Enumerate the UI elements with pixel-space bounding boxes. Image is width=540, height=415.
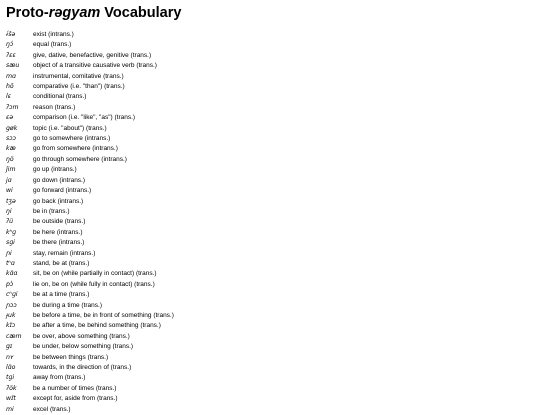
vocabulary-meaning: instrumental, comitative (trans.) xyxy=(33,72,124,80)
vocabulary-word: nʏ xyxy=(6,353,14,361)
vocabulary-meaning: towards, in the direction of (trans.) xyxy=(33,364,132,371)
vocabulary-row xyxy=(6,40,174,50)
vocabulary-meaning: be during a time (trans.) xyxy=(33,301,103,309)
vocabulary-meaning: be under, below something (trans.) xyxy=(33,343,134,351)
vocabulary-meaning: go to somewhere (intrans.) xyxy=(33,135,111,143)
vocabulary-meaning: be over, above something (trans.) xyxy=(33,332,130,340)
vocabulary-word: ŋɔ́ xyxy=(6,41,14,49)
title-suffix: Vocabulary xyxy=(100,5,182,21)
vocabulary-meaning: stand, be at (trans.) xyxy=(33,259,90,267)
vocabulary-row xyxy=(6,238,174,248)
vocabulary-word: wɪ̈t xyxy=(6,395,16,403)
vocabulary-row xyxy=(6,363,174,373)
vocabulary-word: mi xyxy=(6,405,14,413)
vocabulary-meaning: go forward (intrans.) xyxy=(33,187,92,195)
vocabulary-word: wi xyxy=(6,187,13,195)
vocabulary-meaning: except for, aside from (trans.) xyxy=(33,395,118,403)
vocabulary-word: ɛə xyxy=(6,114,14,122)
vocabulary-meaning: be before a time, be in front of something (trans.) xyxy=(33,311,174,319)
vocabulary-row xyxy=(6,144,174,154)
vocabulary-row xyxy=(6,269,174,279)
vocabulary-row xyxy=(6,332,174,342)
vocabulary-word: sɔɔ xyxy=(6,135,17,143)
vocabulary-table-body xyxy=(6,30,174,415)
vocabulary-word: kʰɡ xyxy=(6,228,16,236)
vocabulary-row xyxy=(6,92,174,102)
vocabulary-meaning: conditional (trans.) xyxy=(33,93,87,101)
vocabulary-row xyxy=(6,321,174,331)
vocabulary-word: kɪ̈ɔ xyxy=(6,322,16,330)
vocabulary-word: ɟuk xyxy=(6,311,16,319)
vocabulary-word: ɨ́ŝə xyxy=(6,31,16,38)
vocabulary-meaning: equal (trans.) xyxy=(33,41,72,49)
vocabulary-meaning: go back (intrans.) xyxy=(33,197,84,205)
vocabulary-word: gɪ xyxy=(6,343,13,351)
vocabulary-meaning: excel (trans.) xyxy=(33,405,71,413)
vocabulary-row xyxy=(6,384,174,394)
vocabulary-meaning: be outside (trans.) xyxy=(33,218,86,226)
vocabulary-row xyxy=(6,82,174,92)
vocabulary-row xyxy=(6,61,174,71)
vocabulary-meaning: topic (i.e. "about") (trans.) xyxy=(33,124,107,132)
vocabulary-row xyxy=(6,342,174,352)
vocabulary-word: ŋö xyxy=(6,155,14,163)
vocabulary-word: tʒə xyxy=(6,197,16,205)
vocabulary-meaning: go down (intrans.) xyxy=(33,176,86,184)
vocabulary-row xyxy=(6,373,174,383)
vocabulary-row xyxy=(6,197,174,207)
vocabulary-meaning: comparative (i.e. "than") (trans.) xyxy=(33,83,125,91)
vocabulary-row xyxy=(6,280,174,290)
vocabulary-meaning: be after a time, be behind something (trans.) xyxy=(33,322,161,330)
vocabulary-meaning: be here (intrans.) xyxy=(33,228,83,236)
vocabulary-meaning: be a number of times (trans.) xyxy=(33,384,117,392)
vocabulary-row xyxy=(6,124,174,134)
vocabulary-word: sæu xyxy=(6,62,20,70)
vocabulary-table xyxy=(6,30,174,415)
vocabulary-word: ŋi xyxy=(6,207,12,215)
vocabulary-row xyxy=(6,207,174,217)
vocabulary-meaning: stay, remain (intrans.) xyxy=(33,249,96,257)
vocabulary-word: ɲɔɔ xyxy=(6,301,17,309)
vocabulary-word: ʔɛɛ xyxy=(6,51,16,59)
vocabulary-meaning: object of a transitive causative verb (trans.) xyxy=(33,62,157,70)
vocabulary-word: jɑ xyxy=(6,176,12,184)
vocabulary-meaning: exist (intrans.) xyxy=(33,31,74,38)
vocabulary-meaning: go from somewhere (intrans.) xyxy=(33,145,118,153)
vocabulary-meaning: lie on, be on (while fully in contact) (trans.) xyxy=(33,280,155,288)
vocabulary-meaning: be there (intrans.) xyxy=(33,239,85,247)
vocabulary-meaning: away from (trans.) xyxy=(33,374,86,382)
vocabulary-meaning: go up (intrans.) xyxy=(33,166,77,174)
vocabulary-row xyxy=(6,217,174,227)
vocabulary-word: ʔü xyxy=(6,218,14,226)
vocabulary-word: lɑ̈o xyxy=(6,364,16,371)
vocabulary-row xyxy=(6,186,174,196)
vocabulary-row xyxy=(6,311,174,321)
vocabulary-row xyxy=(6,405,174,415)
vocabulary-row xyxy=(6,165,174,175)
vocabulary-word: tʰɑ xyxy=(6,259,15,267)
vocabulary-row xyxy=(6,301,174,311)
page-title xyxy=(6,3,540,23)
vocabulary-word: hō xyxy=(6,83,14,91)
vocabulary-meaning: reason (trans.) xyxy=(33,103,76,111)
vocabulary-row xyxy=(6,290,174,300)
title-prefix: Proto- xyxy=(6,5,49,21)
vocabulary-meaning: sit, be on (while partially in contact) (trans.) xyxy=(33,270,157,278)
vocabulary-word: cʰɡi xyxy=(6,291,18,299)
vocabulary-word: gøk xyxy=(6,124,18,132)
vocabulary-row xyxy=(6,394,174,404)
vocabulary-meaning: give, dative, benefactive, genitive (trans.) xyxy=(33,51,152,59)
vocabulary-row xyxy=(6,113,174,123)
vocabulary-word: kɑ̈ɑ xyxy=(6,270,18,278)
vocabulary-row xyxy=(6,30,174,40)
vocabulary-meaning: be at a time (trans.) xyxy=(33,291,90,299)
vocabulary-word: kæ xyxy=(6,145,16,153)
vocabulary-word: mɑ xyxy=(6,72,16,80)
vocabulary-word: sɡi xyxy=(6,239,15,247)
vocabulary-word: pɔ̀ xyxy=(6,280,14,288)
vocabulary-row xyxy=(6,176,174,186)
title-language-name: rəgyam xyxy=(48,5,101,21)
vocabulary-row xyxy=(6,228,174,238)
vocabulary-row xyxy=(6,259,174,269)
vocabulary-word: tɡi xyxy=(6,374,15,382)
vocabulary-row xyxy=(6,353,174,363)
vocabulary-word: lɛ xyxy=(6,93,12,101)
vocabulary-word: cæm xyxy=(6,332,22,340)
vocabulary-row xyxy=(6,103,174,113)
vocabulary-meaning: be between things (trans.) xyxy=(33,353,109,361)
vocabulary-word: ĵim xyxy=(6,166,16,174)
vocabulary-row xyxy=(6,134,174,144)
vocabulary-word: ʔɔm xyxy=(6,103,19,111)
vocabulary-row xyxy=(6,51,174,61)
vocabulary-row xyxy=(6,155,174,165)
vocabulary-meaning: be in (trans.) xyxy=(33,207,70,215)
vocabulary-row xyxy=(6,72,174,82)
vocabulary-meaning: go through somewhere (intrans.) xyxy=(33,155,127,163)
vocabulary-meaning: comparison (i.e. "like", "as") (trans.) xyxy=(33,114,136,122)
vocabulary-word: ɲi xyxy=(6,249,12,257)
vocabulary-word: ʔök xyxy=(6,384,17,392)
vocabulary-row xyxy=(6,249,174,259)
